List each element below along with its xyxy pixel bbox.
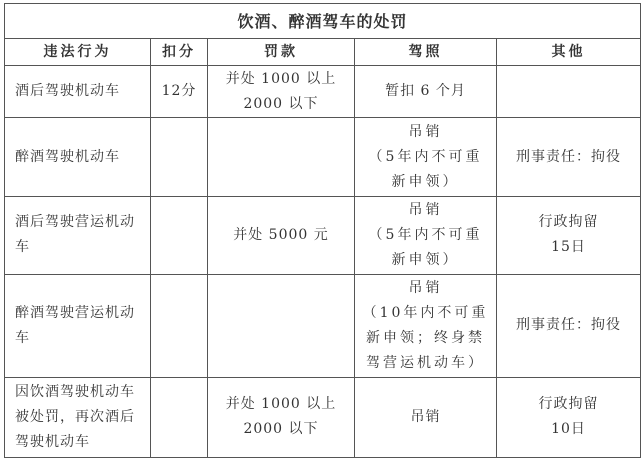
other-line: 行政拘留 [538, 214, 599, 231]
cell-points: 12分 [151, 66, 208, 118]
cell-points [151, 275, 208, 377]
table-row [5, 66, 641, 118]
fine-line: 并处 1000 以上 [225, 396, 337, 413]
cell-violation: 酒后驾驶营运机动车 [5, 196, 151, 274]
cell-license [355, 275, 497, 377]
header-fine: 罚款 [208, 39, 355, 66]
license-line: （5年内不可重 [368, 148, 483, 165]
header-license: 驾照 [355, 39, 497, 66]
fine-line: 并处 1000 以上 [225, 70, 337, 87]
cell-license [355, 66, 497, 118]
cell-other [497, 275, 641, 377]
other-line: 10日 [551, 421, 586, 438]
cell-points [151, 377, 208, 457]
cell-fine [208, 66, 355, 118]
cell-fine [208, 196, 355, 274]
table-row [5, 118, 641, 196]
cell-fine [208, 377, 355, 457]
header-other: 其他 [497, 39, 641, 66]
penalty-document [4, 3, 640, 458]
cell-other [497, 377, 641, 457]
license-line: 暂扣 6 个月 [385, 83, 466, 100]
license-line: 新申领） [391, 251, 460, 268]
cell-points [151, 118, 208, 196]
header-points: 扣分 [151, 39, 208, 66]
license-line: 驾营运机动车） [366, 354, 485, 371]
fine-line: 2000 以下 [243, 95, 319, 112]
fine-line: 并处 5000 元 [233, 226, 329, 243]
license-line: 吊销 [408, 123, 443, 140]
title-row [5, 4, 641, 39]
table-row [5, 275, 641, 377]
cell-other [497, 196, 641, 274]
license-line: （10年内不可重 [362, 304, 489, 321]
other-line: 行政拘留 [538, 396, 599, 413]
cell-fine [208, 275, 355, 377]
license-line: 吊销 [408, 279, 443, 296]
license-line: 吊销 [408, 201, 443, 218]
cell-fine [208, 118, 355, 196]
license-line: （5年内不可重 [368, 226, 483, 243]
cell-other [497, 66, 641, 118]
penalty-table [4, 3, 641, 458]
license-line: 新申领） [391, 173, 460, 190]
cell-points [151, 196, 208, 274]
other-line: 15日 [551, 239, 586, 256]
cell-other [497, 118, 641, 196]
table-row [5, 377, 641, 457]
table-title: 饮酒、醉酒驾车的处罚 [5, 4, 641, 39]
license-line: 新申领；终身禁 [366, 329, 485, 346]
other-line: 刑事责任：拘役 [516, 317, 622, 334]
table-row [5, 196, 641, 274]
cell-violation: 酒后驾驶机动车 [5, 66, 151, 118]
header-row [5, 39, 641, 66]
cell-violation: 醉酒驾驶营运机动车 [5, 275, 151, 377]
fine-line: 2000 以下 [243, 421, 319, 438]
header-violation: 违法行为 [5, 39, 151, 66]
cell-license [355, 377, 497, 457]
cell-license [355, 196, 497, 274]
other-line: 刑事责任：拘役 [516, 148, 622, 165]
cell-violation: 因饮酒驾驶机动车被处罚，再次酒后驾驶机动车 [5, 377, 151, 457]
cell-license [355, 118, 497, 196]
license-line: 吊销 [410, 408, 441, 425]
cell-violation: 醉酒驾驶机动车 [5, 118, 151, 196]
